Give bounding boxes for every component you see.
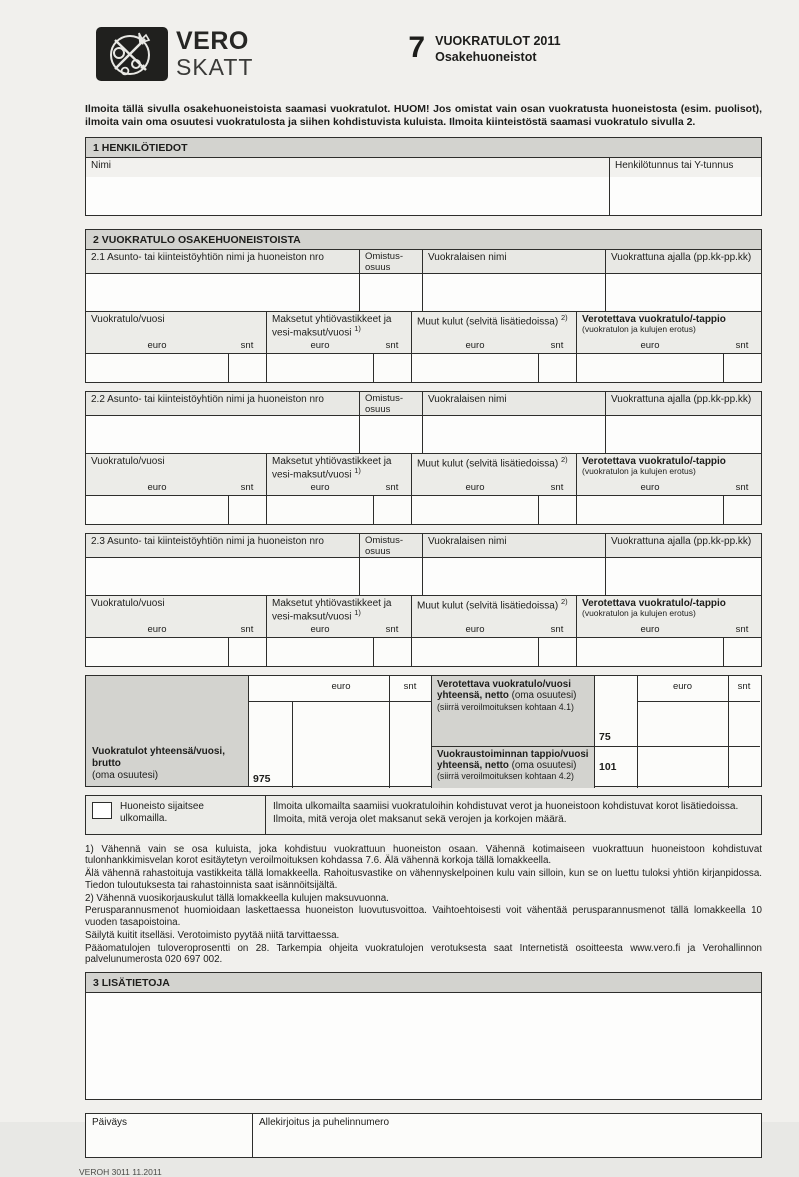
- footnotes: [85, 844, 762, 967]
- taxable-result-snt-field[interactable]: [723, 496, 761, 524]
- taxable-result-euro-field[interactable]: [577, 354, 723, 382]
- form-title-block: [408, 31, 561, 64]
- company-field[interactable]: [86, 274, 359, 311]
- taxable-result-label: Verotettava vuokratulo/-tappio (vuokratulon ja kulujen erotus) euro snt: [577, 312, 761, 354]
- rental-income-euro-field[interactable]: [86, 354, 228, 382]
- other-costs-label: Muut kulut (selvitä lisätiedoissa) $^{2)}$ euro snt: [412, 312, 576, 354]
- company-label: 2.3 Asunto- tai kiinteistöyhtiön nimi ja huoneiston nro: [86, 534, 359, 558]
- section3-title: 3 LISÄTIETOJA: [86, 973, 761, 993]
- company-label: 2.1 Asunto- tai kiinteistöyhtiön nimi ja huoneiston nro: [86, 250, 359, 274]
- rental-entry-3: [85, 533, 762, 667]
- gross-total-snt-field[interactable]: [389, 676, 431, 788]
- rental-income-snt-field[interactable]: [228, 496, 266, 524]
- taxable-result-snt-field[interactable]: [723, 638, 761, 666]
- company-label: 2.2 Asunto- tai kiinteistöyhtiön nimi ja huoneiston nro: [86, 392, 359, 416]
- other-costs-euro-field[interactable]: [412, 638, 538, 666]
- tenant-field[interactable]: [423, 274, 605, 311]
- tenant-field[interactable]: [423, 558, 605, 595]
- rental-income-snt-field[interactable]: [228, 638, 266, 666]
- tenant-label: Vuokralaisen nimi: [423, 250, 605, 274]
- rental-income-euro-field[interactable]: [86, 638, 228, 666]
- rental-entry-2: [85, 391, 762, 525]
- loss-total-euro-field[interactable]: [637, 746, 728, 788]
- form-number: 7: [408, 31, 426, 64]
- section-additional-info: [85, 972, 762, 1100]
- period-field[interactable]: [606, 558, 761, 595]
- net-total-snt-field[interactable]: [729, 676, 760, 746]
- signature-section: [85, 1113, 762, 1158]
- form-header: [85, 26, 762, 90]
- ownership-label: Omistus-osuus: [360, 250, 422, 274]
- additional-info-field[interactable]: [86, 993, 761, 1099]
- other-costs-euro-field[interactable]: [412, 496, 538, 524]
- personal-id-label: Henkilötunnus tai Y-tunnus: [610, 158, 761, 177]
- personal-id-field[interactable]: [610, 177, 761, 215]
- form-subtitle: Osakehuoneistot: [435, 50, 537, 64]
- gross-total-code: 975: [249, 702, 293, 788]
- rental-income-label: Vuokratulo/vuosi euro snt: [86, 596, 266, 638]
- net-total-euro-field[interactable]: [637, 702, 728, 746]
- ownership-label: Omistus-osuus: [360, 392, 422, 416]
- maintenance-snt-field[interactable]: [373, 638, 411, 666]
- maintenance-label: Maksetut yhtiövastikkeet ja vesi-maksut/vuosi $^{1)}$ euro snt: [267, 312, 411, 354]
- taxable-result-label: Verotettava vuokratulo/-tappio (vuokratulon ja kulujen erotus) euro snt: [577, 596, 761, 638]
- other-costs-label: Muut kulut (selvitä lisätiedoissa) $^{2)}$ euro snt: [412, 454, 576, 496]
- foreign-apartment-checkbox-label: Huoneisto sijaitsee ulkomailla.: [120, 800, 204, 825]
- footnote: 1) Vähennä vain se osa kuluista, joka kohdistuu vuokrattuun huoneiston osaan. Vähennä kotimaiseen vuokrattuun huoneistoon kohdistuvat tulonhankkimisvelan korot esitäytetyn veroilmoituksen kohdassa 7.6. Älä vähennä korkoja tällä lomakkeella.: [85, 843, 762, 867]
- taxable-result-euro-field[interactable]: [577, 638, 723, 666]
- ownership-field[interactable]: [360, 558, 422, 595]
- company-field[interactable]: [86, 558, 359, 595]
- net-total-code: 75: [594, 676, 637, 746]
- other-costs-snt-field[interactable]: [538, 496, 576, 524]
- loss-total-code: 101: [594, 746, 637, 788]
- rental-income-euro-field[interactable]: [86, 496, 228, 524]
- foreign-apartment-section: [85, 795, 762, 835]
- gross-total-euro-field[interactable]: [293, 702, 389, 788]
- taxable-result-snt-field[interactable]: [723, 354, 761, 382]
- other-costs-label: Muut kulut (selvitä lisätiedoissa) $^{2)}$ euro snt: [412, 596, 576, 638]
- name-field[interactable]: [86, 177, 609, 215]
- maintenance-euro-field[interactable]: [267, 354, 373, 382]
- signature-field[interactable]: [252, 1114, 761, 1157]
- rental-income-label: Vuokratulo/vuosi euro snt: [86, 312, 266, 354]
- name-label: Nimi: [86, 158, 609, 177]
- period-label: Vuokrattuna ajalla (pp.kk-pp.kk): [606, 534, 761, 558]
- other-costs-snt-field[interactable]: [538, 354, 576, 382]
- ownership-field[interactable]: [360, 416, 422, 453]
- date-label: Päiväys: [92, 1117, 128, 1129]
- footnote: Pääomatulojen tuloveroprosentti on 28. Tarkempia ohjeita vuokratulojen verotuksesta saat Internetistä osoitteesta www.vero.fi ja Verohallinnon palvelunumerosta 020 697 002.: [85, 942, 762, 966]
- gross-total-label: Vuokratulot yhteensä/vuosi, brutto (oma osuutesi): [86, 676, 249, 786]
- form-id-code: VEROH 3011 11.2011: [79, 1167, 162, 1177]
- maintenance-snt-field[interactable]: [373, 496, 411, 524]
- tenant-field[interactable]: [423, 416, 605, 453]
- totals-snt-column-right: [728, 676, 760, 788]
- period-field[interactable]: [606, 274, 761, 311]
- date-field[interactable]: [86, 1114, 252, 1157]
- logo-text-skatt: SKATT: [176, 54, 254, 80]
- tenant-label: Vuokralaisen nimi: [423, 534, 605, 558]
- footnote: Perusparannusmenot huomioidaan laskettaessa huoneiston luovutusvoittoa. Vaihtoehtoisesti voit vähentää perusparannusmenot tällä lomakkeella 10 vuoden tasapoistoina.: [85, 905, 762, 929]
- signature-label: Allekirjoitus ja puhelinnumero: [259, 1117, 390, 1129]
- period-label: Vuokrattuna ajalla (pp.kk-pp.kk): [606, 250, 761, 274]
- maintenance-label: Maksetut yhtiövastikkeet ja vesi-maksut/vuosi $^{1)}$ euro snt: [267, 454, 411, 496]
- maintenance-euro-field[interactable]: [267, 496, 373, 524]
- net-total-label: Verotettava vuokratulo/vuosi yhteensä, netto (oma osuutesi) (siirrä veroilmoituksen kohtaan 4.1): [431, 676, 594, 746]
- footnote: Älä vähennä rahastoituja vastikkeita tällä lomakkeella. Rahoitusvastike on vähennyskelpoinen kulu vain silloin, kun se on luettu tuloksi yhtiön kirjanpidossa. Tiedon tuloutuksesta tai rahastoinnista saat isännöitsijältä.: [85, 868, 762, 891]
- ownership-field[interactable]: [360, 274, 422, 311]
- maintenance-snt-field[interactable]: [373, 354, 411, 382]
- section2-title: 2 VUOKRATULO OSAKEHUONEISTOISTA: [86, 230, 761, 250]
- section1-title: 1 HENKILÖTIEDOT: [86, 138, 761, 158]
- rental-income-label: Vuokratulo/vuosi euro snt: [86, 454, 266, 496]
- rental-income-snt-field[interactable]: [228, 354, 266, 382]
- section-personal-info: [85, 137, 762, 216]
- loss-total-snt-field[interactable]: [729, 746, 760, 788]
- form-title: VUOKRATULOT 2011: [435, 34, 561, 48]
- tenant-label: Vuokralaisen nimi: [423, 392, 605, 416]
- other-costs-snt-field[interactable]: [538, 638, 576, 666]
- totals-section: Vuokratulot yhteensä/vuosi, brutto (oma osuutesi) euro snt 975 Verotettava vuokratulo/vuosi yhteensä, netto (oma osuutesi) (siirrä veroilmoituksen kohtaan 4.1) Vuokraustoiminnan tappio/vuosi yhteensä, netto (oma osuutesi) (siirrä veroilmoituksen kohtaan 4.2) 75 101 euro snt: [85, 675, 762, 787]
- company-field[interactable]: [86, 416, 359, 453]
- foreign-apartment-info: Ilmoita ulkomailta saamiisi vuokratuloihin kohdistuvat verot ja huoneistoon kohdistuvat korot lisätiedoissa. Ilmoita, mitä veroja olet maksanut sekä verojen ja korkojen määrä.: [266, 796, 761, 834]
- taxable-result-label: Verotettava vuokratulo/-tappio (vuokratulon ja kulujen erotus) euro snt: [577, 454, 761, 496]
- footnote: 2) Vähennä vuosikorjauskulut tällä lomakkeella kulujen maksuvuonna.: [85, 892, 389, 904]
- loss-total-label: Vuokraustoiminnan tappio/vuosi yhteensä, netto (oma osuutesi) (siirrä veroilmoituksen kohtaan 4.2): [431, 746, 594, 788]
- maintenance-euro-field[interactable]: [267, 638, 373, 666]
- rental-entry-1: [85, 229, 762, 383]
- ownership-label: Omistus-osuus: [360, 534, 422, 558]
- vero-logo: [95, 26, 253, 82]
- other-costs-euro-field[interactable]: [412, 354, 538, 382]
- intro-instructions: Ilmoita tällä sivulla osakehuoneistoista saamasi vuokratulot. HUOM! Jos omistat vain osan vuokratusta huoneistosta (esim. puolisot), ilmoita vain oma osuutesi vuokratulosta ja siihen kohdistuvista kuluista. Ilmoita kiinteistöstä saamasi vuokratulo sivulla 2.: [85, 103, 762, 128]
- period-label: Vuokrattuna ajalla (pp.kk-pp.kk): [606, 392, 761, 416]
- footnote: Säilytä kuitit itselläsi. Verotoimisto pyytää niitä tarvittaessa.: [85, 929, 340, 941]
- logo-text-vero: VERO: [176, 27, 249, 55]
- foreign-apartment-checkbox[interactable]: [92, 802, 112, 819]
- vero-emblem-icon: [95, 26, 169, 82]
- maintenance-label: Maksetut yhtiövastikkeet ja vesi-maksut/vuosi $^{1)}$ euro snt: [267, 596, 411, 638]
- taxable-result-euro-field[interactable]: [577, 496, 723, 524]
- period-field[interactable]: [606, 416, 761, 453]
